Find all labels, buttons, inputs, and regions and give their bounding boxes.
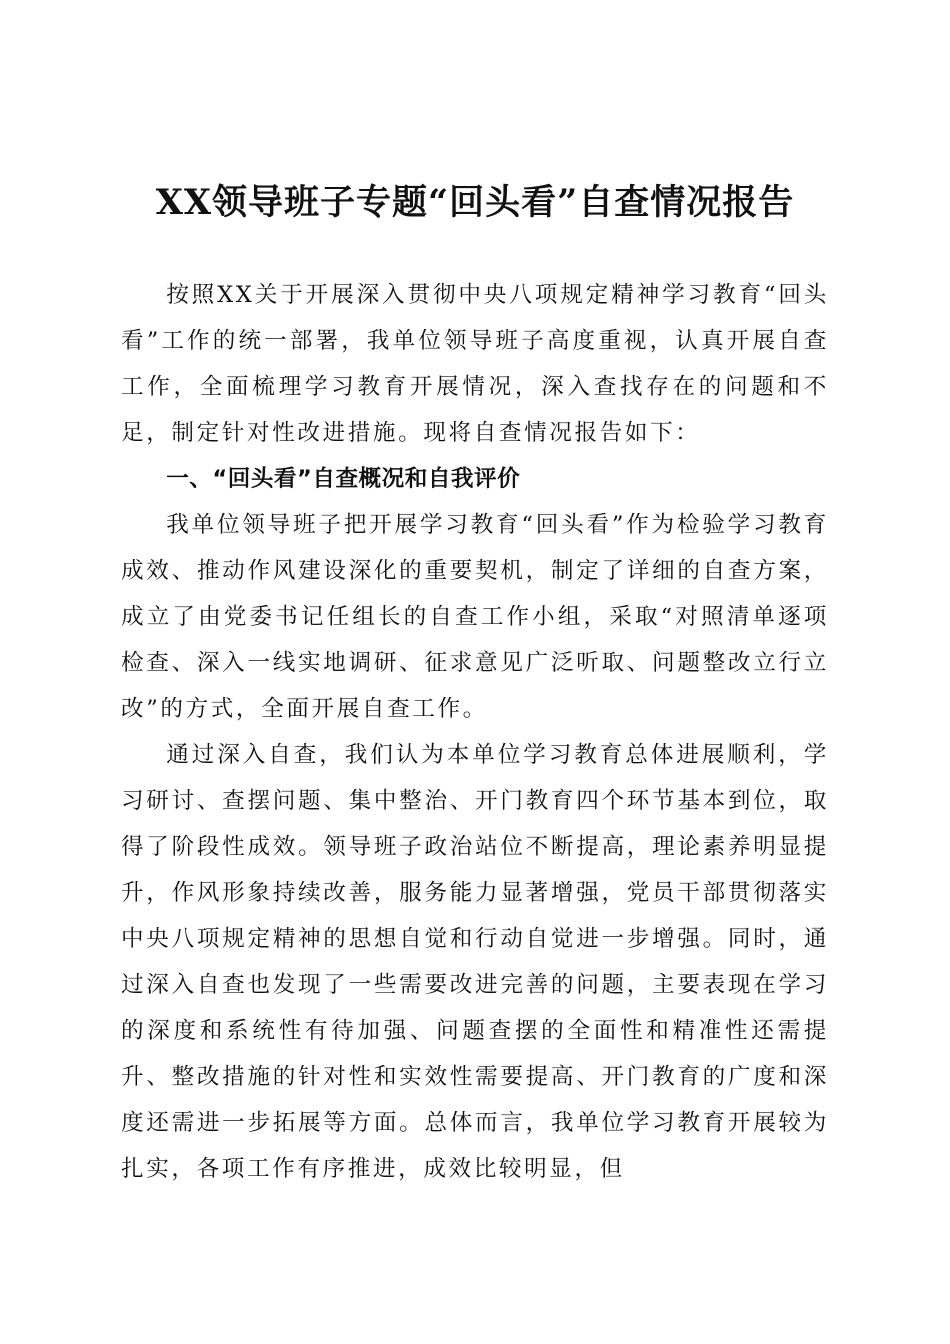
intro-paragraph: 按照XX关于开展深入贯彻中央八项规定精神学习教育“回头看”工作的统一部署，我单位领导班子高度重视，认真开展自查工作，全面梳理学习教育开展情况，深入查找存在的问题和不足，制定针对性改进措施。现将自查情况报告如下： — [121, 282, 829, 446]
document-body — [121, 272, 829, 1192]
section1-paragraph-2: 通过深入自查，我们认为本单位学习教育总体进展顺利，学习研讨、查摆问题、集中整治、开门教育四个环节基本到位，取得了阶段性成效。领导班子政治站位不断提高，理论素养明显提升，作风形象持续改善，服务能力显著增强，党员干部贯彻落实中央八项规定精神的思想自觉和行动自觉进一步增强。同时，通过深入自查也发现了一些需要改进完善的问题，主要表现在学习的深度和系统性有待加强、问题查摆的全面性和精准性还需提升、整改措施的针对性和实效性需要提高、开门教育的广度和深度还需进一步拓展等方面。总体而言，我单位学习教育开展较为扎实，各项工作有序推进，成效比较明显，但 — [121, 742, 829, 1182]
section1-paragraph-1: 我单位领导班子把开展学习教育“回头看”作为检验学习教育成效、推动作风建设深化的重要契机，制定了详细的自查方案，成立了由党委书记任组长的自查工作小组，采取“对照清单逐项检查、深入一线实地调研、征求意见广泛听取、问题整改立行立改”的方式，全面开展自查工作。 — [121, 512, 829, 722]
document-title: XX领导班子专题“回头看”自查情况报告 — [155, 182, 795, 223]
section-heading-1: 一、“回头看”自查概况和自我评价 — [166, 466, 521, 492]
